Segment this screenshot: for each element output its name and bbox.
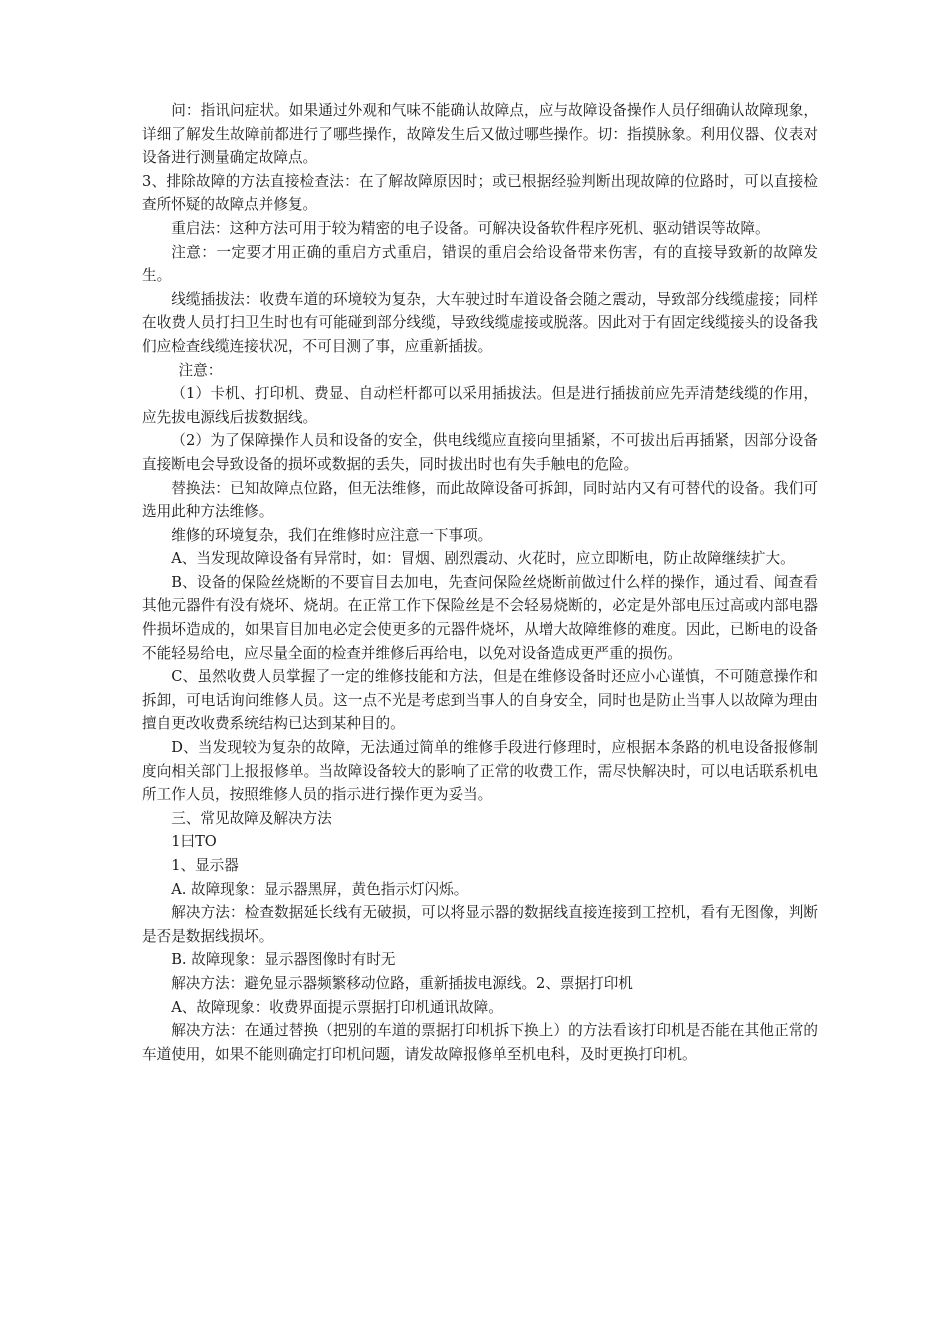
paragraph-item-c: C、虽然收费人员掌握了一定的维修技能和方法，但是在维修设备时还应小心谨慎，不可随意操作和拆卸，可电话询问维修人员。这一点不光是考虑到当事人的自身安全，同时也是防止当事人以故障为理由擅自更改收费系统结构已达到某种目的。 bbox=[142, 668, 818, 733]
paragraph-printer-solution-a: 解决方法：在通过替换（把别的车道的票据打印机拆下换上）的方法看该打印机是否能在其他正常的车道使用，如果不能则确定打印机问题，请发故障报修单至机电科，及时更换打印机。 bbox=[142, 1022, 818, 1063]
paragraph-note-heading: 注意： bbox=[178, 361, 223, 379]
paragraph-code: 1曰TO bbox=[171, 833, 217, 851]
paragraph-item-d: D、当发现较为复杂的故障，无法通过简单的维修手段进行修理时，应根据本条路的机电设备报修制度向相关部门上报报修单。当故障设备较大的影响了正常的收费工作，需尽快解决时，可以电话联系机电所工作人员，按照维修人员的指示进行操作更为妥当。 bbox=[142, 739, 818, 804]
paragraph-monitor-fault-a: A. 故障现象：显示器黑屏，黄色指示灯闪烁。 bbox=[171, 880, 469, 898]
paragraph-item-a: A、当发现故障设备有异常时，如：冒烟、剧烈震动、火花时，应立即断电，防止故障继续扩大。 bbox=[171, 550, 795, 568]
paragraph-monitor-solution-b: 解决方法：避免显示器频繁移动位路，重新插拔电源线。2、票据打印机 bbox=[171, 974, 633, 992]
paragraph-cable-plug: 线缆插拔法：收费车道的环境较为复杂，大车驶过时车道设备会随之震动，导致部分线缆虚接；同样在收费人员打扫卫生时也有可能碰到部分线缆，导致线缆虚接或脱落。因此对于有固定线缆接头的设备我们应检查线缆连接状况，不可目测了事，应重新插拔。 bbox=[142, 290, 818, 355]
subheading-monitor: 1、显示器 bbox=[171, 857, 239, 874]
paragraph-monitor-fault-b: B. 故障现象：显示器图像时有时无 bbox=[171, 951, 396, 969]
paragraph-note-2: （2）为了保障操作人员和设备的安全，供电线缆应直接向里插紧，不可拔出后再插紧，因部分设备直接断电会导致设备的损坏或数据的丢失，同时拔出时也有失手触电的危险。 bbox=[142, 432, 818, 473]
paragraph-note-1: （1）卡机、打印机、费显、自动栏杆都可以采用插拔法。但是进行插拔前应先弄清楚线缆的作用，应先拔电源线后拔数据线。 bbox=[142, 385, 818, 426]
paragraph-monitor-solution-a: 解决方法：检查数据延长线有无破损，可以将显示器的数据线直接连接到工控机，看有无图像，判断是否是数据线损坏。 bbox=[142, 904, 818, 945]
paragraph-restart: 重启法：这种方法可用于较为精密的电子设备。可解决设备软件程序死机、驱动错误等故障。 bbox=[171, 219, 770, 237]
paragraph-environment: 维修的环境复杂，我们在维修时应注意一下事项。 bbox=[171, 526, 493, 544]
paragraph-restart-note: 注意：一定要才用正确的重启方式重启，错误的重启会给设备带来伤害，有的直接导致新的故障发生。 bbox=[142, 243, 818, 285]
paragraph-diagnosis: 问：指讯问症状。如果通过外观和气味不能确认故障点，应与故障设备操作人员仔细确认故障现象，详细了解发生故障前都进行了哪些操作，故障发生后又做过哪些操作。切：指摸脉象。利用仪器、仪表对设备进行测量确定故障点。 bbox=[142, 102, 818, 167]
paragraph-direct-check: 3、排除故障的方法直接检查法：在了解故障原因时；或已根据经验判断出现故障的位路时，可以直接检查所怀疑的故障点并修复。 bbox=[142, 172, 818, 214]
paragraph-printer-fault-a: A、故障现象：收费界面提示票据打印机通讯故障。 bbox=[171, 998, 503, 1016]
document-body bbox=[142, 99, 818, 1066]
section-heading-common-faults: 三、常见故障及解决方法 bbox=[171, 809, 332, 827]
paragraph-replace: 替换法：已知故障点位路，但无法维修，而此故障设备可拆卸，同时站内又有可替代的设备。我们可选用此种方法维修。 bbox=[142, 479, 818, 521]
paragraph-item-b: B、设备的保险丝烧断的不要盲目去加电，先查问保险丝烧断前做过什么样的操作，通过看、闻查看其他元器件有没有烧坏、烧胡。在正常工作下保险丝是不会轻易烧断的，必定是外部电压过高或内部电器件损坏造成的，如果盲目加电必定会使更多的元器件烧坏，从增大故障维修的难度。因此，已断电的设备不能轻易给电，应尽量全面的检查并维修后再给电，以免对设备造成更严重的损伤。 bbox=[142, 573, 818, 662]
